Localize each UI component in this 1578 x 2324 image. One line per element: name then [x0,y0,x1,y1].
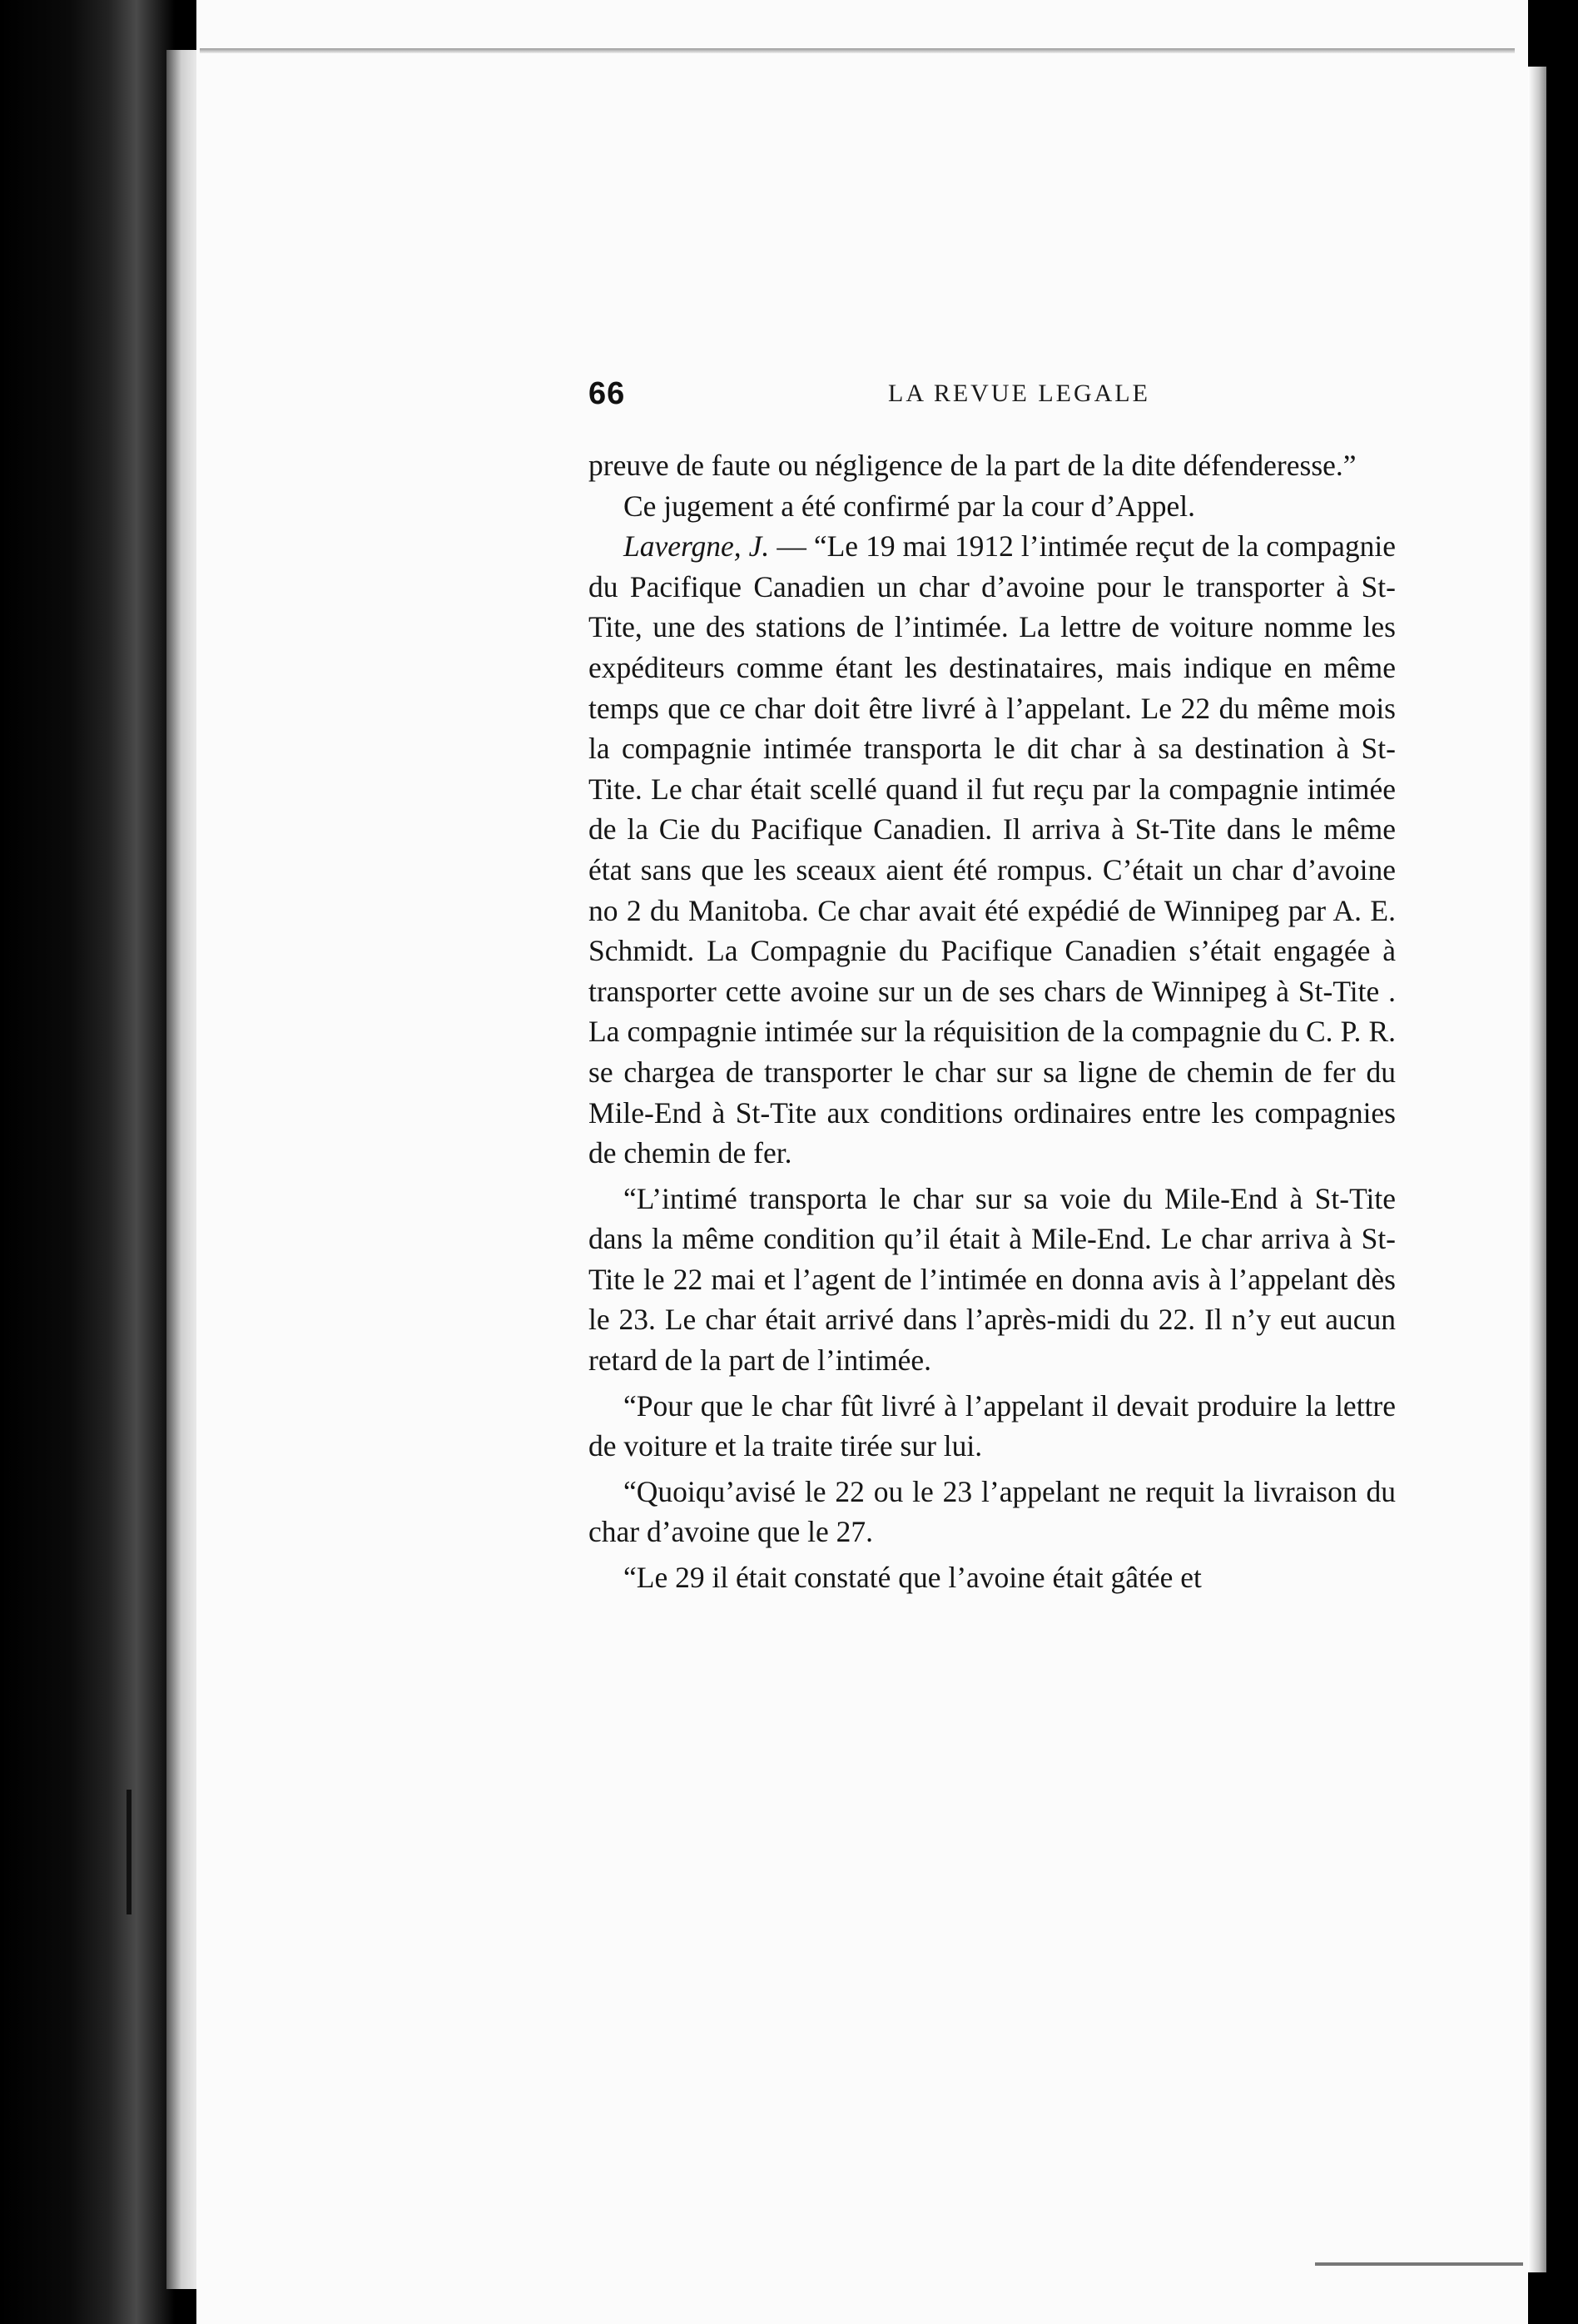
judge-name: Lavergne, J. [623,529,770,564]
paragraph: “Le 29 il était constaté que l’avoine était gâtée et [623,1561,1202,1595]
running-header [588,376,1404,423]
page-top-edge [200,48,1515,53]
page-right-shadow [1528,67,1546,2272]
running-head-title: LA REVUE LEGALE [888,380,1150,407]
paragraph-text: — “Le 19 mai 1912 l’intimée reçut de la compagnie du Pacifique Canadien un char d’avoine pour le transporter à St-Tite, une des stations de l’intimée. La lettre de voiture nomme les expéditeurs comme étant les destinataires, mais indique en même temps que ce char doit être livré à l’appelant. Le 22 du même mois la compagnie intimée transporta le dit char à sa destination à St-Tite. Le char était scellé quand il fut reçu par la compagnie intimée de la Cie du Pacifique Canadien. Il arriva à St-Tite dans le même état sans que les sceaux aient été rompus. C’était un char d’avoine no 2 du Manitoba. Ce char avait été expédié de Winnipeg par A. E. Schmidt. La Compagnie du Pacifique Canadien s’était engagée à transporter cette avoine sur un de ses chars de Winnipeg à St-Tite . La compagnie intimée sur la réquisition de la compagnie du C. P. R. se chargea de transporter le char sur sa ligne de chemin de fer du Mile-End à St-Tite aux conditions ordinaires entre les compagnies de chemin de fer. [588,529,1396,1170]
scan-right-border [1546,0,1578,2324]
paragraph: preuve de faute ou négligence de la part de la dite défenderesse.” [588,449,1357,482]
body-text [588,445,1396,1598]
page-number: 66 [588,376,626,411]
scan-left-border [0,0,175,2324]
page-binding-edge [166,50,200,2289]
paragraph: Ce jugement a été confirmé par la cour d’Appel. [623,489,1196,523]
paragraph: “Quoiqu’avisé le 22 ou le 23 l’appelant ne requit la livraison du char d’avoine que le 27. [588,1474,1396,1549]
gutter-mark [127,1790,132,1914]
page-bottom-edge [1315,2262,1523,2266]
paragraph: “Pour que le char fût livré à l’appelant il devait produire la lettre de voiture et la traite tirée sur lui. [588,1388,1396,1463]
paragraph: “L’intimé transporta le char sur sa voie du Mile-End à St-Tite dans la même condition qu’il était à Mile-End. Le char arriva à St-Tite le 22 mai et l’agent de l’intimée en donna avis à l’appelant dès le 23. Le char était arrivé dans l’après-midi du 22. Il n’y eut aucun retard de la part de l’intimée. [588,1181,1396,1378]
paragraph [588,526,1396,1174]
